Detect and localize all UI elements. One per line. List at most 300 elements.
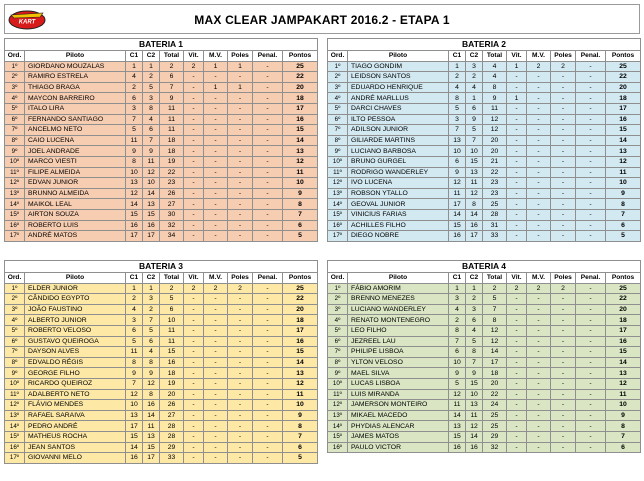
cell-poles: - — [228, 378, 253, 389]
cell-vit: - — [184, 93, 204, 104]
cell-ord: 8º — [328, 135, 348, 146]
cell-total: 6 — [160, 304, 184, 315]
column-header-piloto: Piloto — [25, 273, 126, 284]
cell-mv: - — [204, 389, 228, 400]
cell-total: 14 — [483, 347, 507, 358]
column-header-row — [328, 51, 641, 62]
cell-vit: - — [507, 325, 527, 336]
cell-poles: 1 — [228, 61, 253, 72]
cell-pontos: 7 — [283, 431, 318, 442]
cell-piloto: MAYCON BARREIRO — [25, 93, 126, 104]
cell-poles: - — [551, 347, 576, 358]
cell-piloto: DIEGO NOBRE — [348, 231, 449, 242]
cell-pontos: 12 — [606, 156, 641, 167]
cell-c2: 4 — [143, 114, 160, 125]
cell-c2: 11 — [143, 421, 160, 432]
cell-vit: - — [507, 357, 527, 368]
cell-c1: 15 — [449, 220, 466, 231]
cell-poles: - — [228, 156, 253, 167]
cell-ord: 15º — [328, 209, 348, 220]
cell-c2: 13 — [466, 167, 483, 178]
cell-mv: - — [527, 294, 551, 305]
cell-ord: 8º — [5, 135, 25, 146]
cell-c1: 17 — [126, 421, 143, 432]
cell-c2: 2 — [143, 304, 160, 315]
cell-ord: 2º — [328, 72, 348, 83]
cell-total: 11 — [160, 336, 184, 347]
cell-pontos: 15 — [606, 347, 641, 358]
cell-poles: - — [228, 220, 253, 231]
cell-poles: - — [228, 125, 253, 136]
column-header-c1: C1 — [126, 51, 143, 62]
cell-piloto: MARCO VIESTI — [25, 156, 126, 167]
cell-pontos: 10 — [283, 400, 318, 411]
cell-piloto: GILIARDE MARTINS — [348, 135, 449, 146]
cell-c2: 3 — [466, 304, 483, 315]
table-row — [5, 378, 318, 389]
cell-c1: 8 — [449, 93, 466, 104]
column-header-pontos: Pontos — [606, 51, 641, 62]
cell-ord: 12º — [328, 400, 348, 411]
table-row — [328, 304, 641, 315]
table-row — [5, 283, 318, 294]
cell-total: 6 — [160, 72, 184, 83]
cell-vit: - — [507, 389, 527, 400]
cell-c1: 11 — [126, 135, 143, 146]
column-header-c2: C2 — [466, 273, 483, 284]
cell-ord: 3º — [5, 82, 25, 93]
cell-penal: - — [576, 125, 606, 136]
cell-piloto: MAEL SILVA — [348, 368, 449, 379]
cell-total: 30 — [160, 209, 184, 220]
cell-penal: - — [576, 431, 606, 442]
cell-total: 26 — [160, 400, 184, 411]
cell-c1: 12 — [126, 188, 143, 199]
cell-total: 25 — [483, 410, 507, 421]
cell-mv: - — [204, 315, 228, 326]
cell-piloto: BRUNNO ALMEIDA — [25, 188, 126, 199]
table-row — [5, 209, 318, 220]
cell-piloto: TIAGO GONDIM — [348, 61, 449, 72]
cell-penal: - — [576, 294, 606, 305]
cell-mv: - — [527, 347, 551, 358]
table-row — [5, 82, 318, 93]
column-header-c1: C1 — [449, 273, 466, 284]
cell-vit: - — [507, 146, 527, 157]
cell-c2: 4 — [466, 82, 483, 93]
cell-ord: 6º — [5, 114, 25, 125]
cell-piloto: MAIKOL LEAL — [25, 199, 126, 210]
cell-pontos: 13 — [283, 146, 318, 157]
cell-vit: - — [507, 400, 527, 411]
cell-ord: 2º — [5, 72, 25, 83]
cell-mv: - — [527, 114, 551, 125]
table-row — [5, 156, 318, 167]
table-row — [5, 72, 318, 83]
cell-vit: - — [507, 156, 527, 167]
table-row — [328, 220, 641, 231]
column-header-row — [328, 273, 641, 284]
cell-poles: - — [551, 410, 576, 421]
cell-total: 23 — [483, 188, 507, 199]
cell-total: 2 — [160, 61, 184, 72]
cell-ord: 7º — [328, 347, 348, 358]
cell-poles: - — [551, 315, 576, 326]
cell-vit: - — [184, 336, 204, 347]
cell-total: 25 — [483, 421, 507, 432]
cell-c2: 12 — [466, 421, 483, 432]
cell-ord: 13º — [328, 188, 348, 199]
cell-poles: - — [228, 357, 253, 368]
cell-ord: 8º — [5, 357, 25, 368]
cell-vit: - — [184, 72, 204, 83]
cell-ord: 3º — [328, 82, 348, 93]
cell-mv: - — [204, 378, 228, 389]
table-row — [5, 442, 318, 453]
cell-ord: 6º — [328, 336, 348, 347]
cell-ord: 9º — [5, 368, 25, 379]
cell-poles: - — [551, 378, 576, 389]
cell-vit: - — [507, 72, 527, 83]
cell-piloto: EDVALDO RÉGIS — [25, 357, 126, 368]
table-row — [328, 188, 641, 199]
cell-mv: 1 — [204, 82, 228, 93]
cell-c2: 6 — [466, 315, 483, 326]
table-row — [328, 325, 641, 336]
cell-c1: 10 — [449, 357, 466, 368]
cell-c2: 2 — [143, 72, 160, 83]
cell-pontos: 5 — [606, 231, 641, 242]
cell-penal: - — [576, 82, 606, 93]
cell-total: 18 — [483, 368, 507, 379]
cell-piloto: RAMIRO ESTRELA — [25, 72, 126, 83]
cell-ord: 6º — [328, 114, 348, 125]
table-row — [5, 304, 318, 315]
cell-penal: - — [253, 442, 283, 453]
column-header-vit: Vit. — [507, 51, 527, 62]
column-header-ord: Ord. — [328, 273, 348, 284]
cell-piloto: ROBSON YTALLO — [348, 188, 449, 199]
cell-mv: - — [204, 72, 228, 83]
cell-total: 28 — [160, 431, 184, 442]
cell-vit: - — [507, 114, 527, 125]
cell-piloto: MATHEUS ROCHA — [25, 431, 126, 442]
column-header-ord: Ord. — [5, 273, 25, 284]
cell-piloto: JEZREEL LAU — [348, 336, 449, 347]
cell-vit: - — [507, 103, 527, 114]
cell-piloto: ADILSON JUNIOR — [348, 125, 449, 136]
cell-c1: 14 — [449, 410, 466, 421]
cell-piloto: MIKAEL MACEDO — [348, 410, 449, 421]
cell-c2: 9 — [143, 146, 160, 157]
column-header-vit: Vit. — [507, 273, 527, 284]
cell-total: 12 — [483, 125, 507, 136]
cell-total: 18 — [160, 135, 184, 146]
cell-penal: - — [576, 283, 606, 294]
cell-total: 32 — [160, 220, 184, 231]
cell-poles: - — [551, 82, 576, 93]
cell-c1: 7 — [126, 378, 143, 389]
cell-piloto: ANDRÉ MATOS — [25, 231, 126, 242]
cell-mv: - — [527, 93, 551, 104]
column-header-ord: Ord. — [5, 51, 25, 62]
cell-pontos: 17 — [606, 103, 641, 114]
cell-total: 29 — [160, 442, 184, 453]
cell-c1: 1 — [126, 283, 143, 294]
cell-ord: 14º — [328, 421, 348, 432]
cell-pontos: 9 — [606, 188, 641, 199]
cell-piloto: LUCIANO WANDERLEY — [348, 304, 449, 315]
cell-piloto: RICARDO QUEIROZ — [25, 378, 126, 389]
cell-poles: - — [551, 188, 576, 199]
cell-poles: - — [228, 325, 253, 336]
cell-total: 20 — [483, 146, 507, 157]
cell-c1: 16 — [449, 231, 466, 242]
cell-c1: 10 — [126, 167, 143, 178]
cell-poles: - — [551, 431, 576, 442]
table-row — [5, 231, 318, 242]
table-row — [328, 93, 641, 104]
cell-pontos: 7 — [283, 209, 318, 220]
cell-c2: 14 — [143, 410, 160, 421]
cell-total: 5 — [483, 294, 507, 305]
cell-piloto: THIAGO BRAGA — [25, 82, 126, 93]
table-row — [5, 315, 318, 326]
cell-pontos: 6 — [606, 220, 641, 231]
cell-ord: 1º — [5, 283, 25, 294]
cell-penal: - — [576, 103, 606, 114]
cell-mv: - — [527, 431, 551, 442]
cell-poles: - — [228, 188, 253, 199]
cell-penal: - — [576, 410, 606, 421]
cell-total: 34 — [160, 231, 184, 242]
cell-poles: - — [551, 389, 576, 400]
cell-pontos: 17 — [283, 325, 318, 336]
column-header-piloto: Piloto — [348, 273, 449, 284]
table-row — [5, 146, 318, 157]
cell-c1: 10 — [126, 400, 143, 411]
cell-mv: - — [204, 146, 228, 157]
table-row — [328, 368, 641, 379]
cell-c2: 17 — [466, 231, 483, 242]
cell-pontos: 25 — [606, 61, 641, 72]
cell-pontos: 14 — [283, 357, 318, 368]
cell-c1: 2 — [126, 82, 143, 93]
cell-ord: 15º — [5, 431, 25, 442]
cell-piloto: ROBERTO LUIS — [25, 220, 126, 231]
cell-total: 10 — [160, 315, 184, 326]
cell-mv: - — [527, 220, 551, 231]
cell-piloto: JAMERSON MONTEIRO — [348, 400, 449, 411]
cell-pontos: 9 — [606, 410, 641, 421]
cell-vit: - — [184, 199, 204, 210]
column-header-piloto: Piloto — [348, 51, 449, 62]
cell-piloto: ADALBERTO NETO — [25, 389, 126, 400]
cell-c2: 8 — [466, 199, 483, 210]
cell-c1: 6 — [126, 325, 143, 336]
table-row — [5, 178, 318, 189]
cell-vit: - — [507, 188, 527, 199]
cell-piloto: YLTON VELOSO — [348, 357, 449, 368]
cell-pontos: 22 — [283, 72, 318, 83]
cell-total: 33 — [483, 231, 507, 242]
cell-ord: 11º — [328, 389, 348, 400]
cell-vit: 1 — [507, 61, 527, 72]
cell-total: 9 — [160, 93, 184, 104]
cell-mv: - — [527, 400, 551, 411]
table-row — [5, 368, 318, 379]
cell-penal: - — [576, 72, 606, 83]
cell-total: 8 — [483, 82, 507, 93]
svg-text:KART: KART — [18, 19, 36, 26]
cell-vit: 1 — [507, 93, 527, 104]
table-row — [328, 294, 641, 305]
cell-vit: - — [184, 357, 204, 368]
cell-c2: 1 — [143, 283, 160, 294]
cell-penal: - — [576, 220, 606, 231]
cell-piloto: ITALO LIRA — [25, 103, 126, 114]
cell-penal: - — [253, 93, 283, 104]
table-row — [5, 188, 318, 199]
cell-c2: 2 — [466, 72, 483, 83]
cell-c1: 15 — [449, 431, 466, 442]
column-header-c2: C2 — [466, 51, 483, 62]
cell-c1: 13 — [126, 410, 143, 421]
cell-c1: 12 — [449, 389, 466, 400]
cell-vit: - — [184, 304, 204, 315]
cell-c2: 6 — [143, 125, 160, 136]
cell-c2: 8 — [466, 347, 483, 358]
cell-total: 11 — [160, 125, 184, 136]
cell-penal: - — [253, 410, 283, 421]
cell-pontos: 18 — [283, 93, 318, 104]
cell-vit: - — [507, 368, 527, 379]
cell-total: 27 — [160, 199, 184, 210]
cell-mv: 2 — [527, 61, 551, 72]
cell-vit: - — [507, 336, 527, 347]
cell-vit: 2 — [184, 61, 204, 72]
cell-c2: 11 — [143, 156, 160, 167]
table-row — [5, 453, 318, 464]
cell-ord: 14º — [5, 199, 25, 210]
cell-mv: - — [204, 431, 228, 442]
cell-mv: - — [204, 421, 228, 432]
cell-mv: - — [204, 347, 228, 358]
cell-pontos: 11 — [283, 167, 318, 178]
cell-pontos: 15 — [283, 125, 318, 136]
cell-piloto: LEIDSON SANTOS — [348, 72, 449, 83]
cell-penal: - — [253, 389, 283, 400]
table-row — [328, 72, 641, 83]
cell-pontos: 20 — [606, 304, 641, 315]
cell-piloto: JEAN SANTOS — [25, 442, 126, 453]
cell-c1: 14 — [126, 442, 143, 453]
cell-c1: 6 — [126, 93, 143, 104]
cell-c2: 14 — [466, 209, 483, 220]
column-header-total: Total — [160, 51, 184, 62]
cell-c2: 9 — [466, 114, 483, 125]
column-header-mv: M.V. — [527, 51, 551, 62]
cell-penal: - — [576, 357, 606, 368]
cell-c1: 16 — [126, 220, 143, 231]
cell-poles: - — [228, 410, 253, 421]
cell-total: 12 — [483, 114, 507, 125]
cell-penal: - — [576, 304, 606, 315]
table-row — [328, 82, 641, 93]
cell-c2: 10 — [466, 389, 483, 400]
cell-ord: 10º — [5, 378, 25, 389]
cell-total: 11 — [160, 103, 184, 114]
cell-piloto: LEO FILHO — [348, 325, 449, 336]
cell-mv: - — [204, 125, 228, 136]
column-header-c2: C2 — [143, 51, 160, 62]
bateria-4-panel — [327, 260, 640, 475]
cell-poles: - — [228, 368, 253, 379]
cell-ord: 17º — [5, 453, 25, 464]
cell-vit: - — [507, 410, 527, 421]
cell-mv: - — [527, 389, 551, 400]
cell-mv: - — [204, 336, 228, 347]
cell-c2: 7 — [466, 135, 483, 146]
cell-penal: - — [576, 347, 606, 358]
table-row — [328, 146, 641, 157]
cell-vit: - — [507, 135, 527, 146]
table-row — [5, 347, 318, 358]
table-row — [328, 378, 641, 389]
cell-ord: 16º — [5, 220, 25, 231]
cell-piloto: CÂNDIDO EGYPTO — [25, 294, 126, 305]
column-header-ord: Ord. — [328, 51, 348, 62]
cell-penal: - — [576, 188, 606, 199]
table-row — [5, 400, 318, 411]
cell-mv: - — [204, 304, 228, 315]
cell-penal: - — [576, 156, 606, 167]
cell-mv: - — [527, 125, 551, 136]
cell-penal: - — [253, 103, 283, 114]
cell-poles: - — [228, 72, 253, 83]
cell-piloto: PHILIPE LISBOA — [348, 347, 449, 358]
cell-vit: 2 — [507, 283, 527, 294]
cell-penal: - — [253, 325, 283, 336]
table-row — [328, 347, 641, 358]
cell-c2: 16 — [466, 220, 483, 231]
cell-vit: - — [184, 178, 204, 189]
cell-piloto: ACHILLES FILHO — [348, 220, 449, 231]
cell-ord: 12º — [328, 178, 348, 189]
cell-c1: 12 — [126, 389, 143, 400]
cell-c1: 5 — [449, 378, 466, 389]
cell-ord: 1º — [328, 283, 348, 294]
cell-pontos: 11 — [606, 389, 641, 400]
cell-ord: 8º — [328, 357, 348, 368]
table-row — [5, 389, 318, 400]
cell-c2: 16 — [466, 442, 483, 453]
cell-poles: - — [551, 442, 576, 453]
cell-ord: 15º — [328, 431, 348, 442]
cell-piloto: BRENNO MENEZES — [348, 294, 449, 305]
cell-poles: 1 — [228, 82, 253, 93]
cell-vit: - — [507, 378, 527, 389]
cell-vit: - — [184, 103, 204, 114]
cell-c1: 15 — [126, 431, 143, 442]
table-row — [328, 442, 641, 453]
cell-poles: - — [551, 231, 576, 242]
cell-total: 25 — [483, 199, 507, 210]
column-header-mv: M.V. — [204, 51, 228, 62]
cell-poles: - — [551, 135, 576, 146]
column-header-piloto: Piloto — [25, 51, 126, 62]
cell-mv: - — [204, 156, 228, 167]
